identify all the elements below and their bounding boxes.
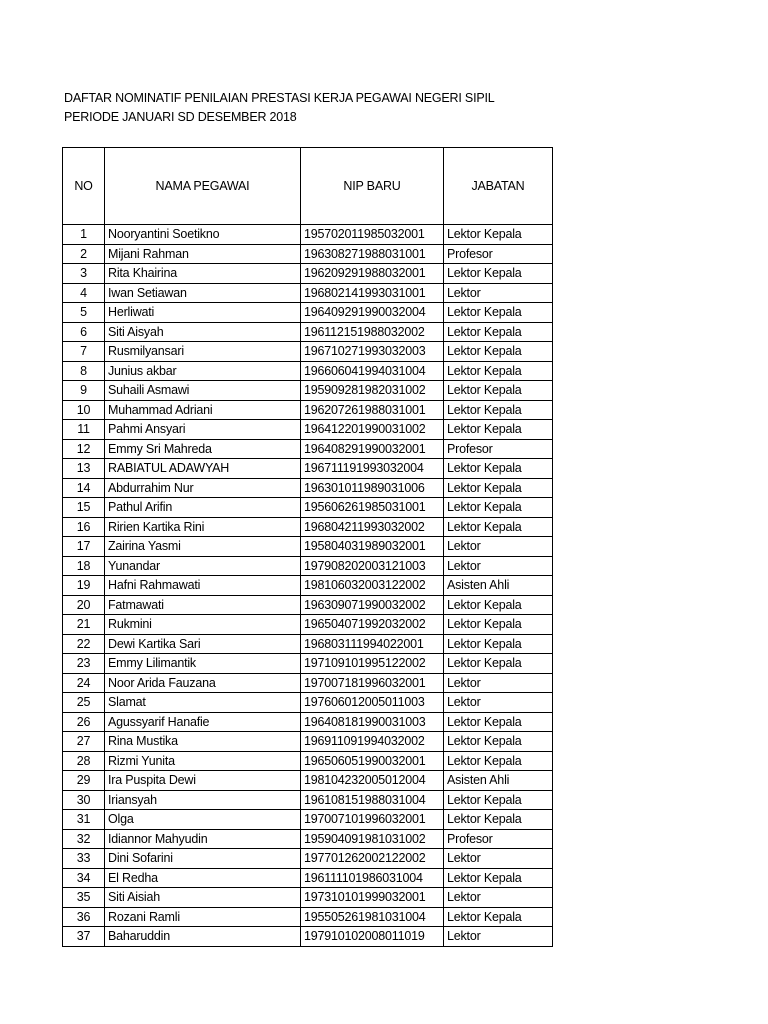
cell-no: 4	[63, 283, 105, 303]
cell-nip: 197908202003121003	[301, 556, 444, 576]
table-row	[63, 264, 553, 284]
cell-position: Lektor Kepala	[444, 751, 553, 771]
cell-nip: 196408291990032001	[301, 439, 444, 459]
table-row	[63, 829, 553, 849]
cell-no: 9	[63, 381, 105, 401]
cell-position: Asisten Ahli	[444, 771, 553, 791]
cell-employee-name: Emmy Sri Mahreda	[105, 439, 301, 459]
table-row	[63, 712, 553, 732]
cell-employee-name: Emmy Lilimantik	[105, 654, 301, 674]
cell-no: 27	[63, 732, 105, 752]
cell-position: Lektor Kepala	[444, 225, 553, 245]
table-row	[63, 322, 553, 342]
cell-position: Profesor	[444, 829, 553, 849]
cell-no: 18	[63, 556, 105, 576]
table-row	[63, 693, 553, 713]
cell-nip: 195904091981031002	[301, 829, 444, 849]
cell-position: Lektor	[444, 693, 553, 713]
cell-position: Asisten Ahli	[444, 576, 553, 596]
table-row	[63, 478, 553, 498]
cell-nip: 196711191993032004	[301, 459, 444, 479]
cell-employee-name: Agussyarif Hanafie	[105, 712, 301, 732]
cell-employee-name: RABIATUL ADAWYAH	[105, 459, 301, 479]
cell-no: 29	[63, 771, 105, 791]
table-row	[63, 459, 553, 479]
employee-table	[62, 147, 553, 947]
cell-nip: 196911091994032002	[301, 732, 444, 752]
table-row	[63, 673, 553, 693]
cell-employee-name: Rozani Ramli	[105, 907, 301, 927]
cell-employee-name: Iwan Setiawan	[105, 283, 301, 303]
header-no: NO	[63, 148, 105, 225]
cell-nip: 196209291988032001	[301, 264, 444, 284]
table-row	[63, 556, 553, 576]
cell-nip: 195505261981031004	[301, 907, 444, 927]
cell-position: Lektor	[444, 927, 553, 947]
cell-no: 5	[63, 303, 105, 323]
cell-no: 24	[63, 673, 105, 693]
cell-position: Lektor Kepala	[444, 303, 553, 323]
cell-position: Lektor Kepala	[444, 634, 553, 654]
cell-employee-name: El Redha	[105, 868, 301, 888]
cell-nip: 197109101995122002	[301, 654, 444, 674]
cell-position: Lektor Kepala	[444, 907, 553, 927]
cell-nip: 196412201990031002	[301, 420, 444, 440]
cell-nip: 196111101986031004	[301, 868, 444, 888]
cell-position: Profesor	[444, 439, 553, 459]
table-row	[63, 517, 553, 537]
cell-position: Lektor	[444, 556, 553, 576]
cell-position: Profesor	[444, 244, 553, 264]
cell-nip: 196802141993031001	[301, 283, 444, 303]
table-row	[63, 498, 553, 518]
cell-no: 35	[63, 888, 105, 908]
cell-nip: 195909281982031002	[301, 381, 444, 401]
table-row	[63, 342, 553, 362]
cell-nip: 198104232005012004	[301, 771, 444, 791]
cell-nip: 196207261988031001	[301, 400, 444, 420]
cell-nip: 197310101999032001	[301, 888, 444, 908]
table-row	[63, 361, 553, 381]
cell-nip: 197701262002122002	[301, 849, 444, 869]
cell-nip: 197007181996032001	[301, 673, 444, 693]
table-row	[63, 634, 553, 654]
cell-nip: 196803111994022001	[301, 634, 444, 654]
cell-no: 16	[63, 517, 105, 537]
cell-no: 25	[63, 693, 105, 713]
table-row	[63, 439, 553, 459]
header-position: JABATAN	[444, 148, 553, 225]
table-row	[63, 868, 553, 888]
cell-position: Lektor Kepala	[444, 868, 553, 888]
cell-no: 11	[63, 420, 105, 440]
cell-no: 37	[63, 927, 105, 947]
cell-position: Lektor Kepala	[444, 478, 553, 498]
cell-employee-name: Rusmilyansari	[105, 342, 301, 362]
cell-no: 20	[63, 595, 105, 615]
cell-no: 8	[63, 361, 105, 381]
cell-nip: 196309071990032002	[301, 595, 444, 615]
cell-no: 10	[63, 400, 105, 420]
table-row	[63, 849, 553, 869]
cell-employee-name: Iriansyah	[105, 790, 301, 810]
cell-no: 3	[63, 264, 105, 284]
cell-nip: 197606012005011003	[301, 693, 444, 713]
cell-employee-name: Dewi Kartika Sari	[105, 634, 301, 654]
table-row	[63, 244, 553, 264]
cell-employee-name: Mijani Rahman	[105, 244, 301, 264]
cell-employee-name: Yunandar	[105, 556, 301, 576]
cell-nip: 196804211993032002	[301, 517, 444, 537]
cell-nip: 196504071992032002	[301, 615, 444, 635]
table-row	[63, 771, 553, 791]
cell-employee-name: Hafni Rahmawati	[105, 576, 301, 596]
cell-position: Lektor	[444, 888, 553, 908]
cell-nip: 195606261985031001	[301, 498, 444, 518]
cell-position: Lektor Kepala	[444, 342, 553, 362]
cell-no: 30	[63, 790, 105, 810]
table-row	[63, 576, 553, 596]
cell-employee-name: Idiannor Mahyudin	[105, 829, 301, 849]
cell-position: Lektor	[444, 283, 553, 303]
cell-nip: 198106032003122002	[301, 576, 444, 596]
cell-no: 36	[63, 907, 105, 927]
cell-employee-name: Noor Arida Fauzana	[105, 673, 301, 693]
cell-nip: 196409291990032004	[301, 303, 444, 323]
cell-no: 32	[63, 829, 105, 849]
cell-employee-name: Rizmi Yunita	[105, 751, 301, 771]
header-employee-name: NAMA PEGAWAI	[105, 148, 301, 225]
cell-employee-name: Rina Mustika	[105, 732, 301, 752]
cell-employee-name: Junius akbar	[105, 361, 301, 381]
header-nip: NIP BARU	[301, 148, 444, 225]
cell-position: Lektor Kepala	[444, 361, 553, 381]
table-row	[63, 810, 553, 830]
cell-position: Lektor Kepala	[444, 790, 553, 810]
cell-nip: 196408181990031003	[301, 712, 444, 732]
cell-position: Lektor	[444, 673, 553, 693]
table-row	[63, 888, 553, 908]
cell-position: Lektor Kepala	[444, 810, 553, 830]
table-row	[63, 537, 553, 557]
cell-no: 33	[63, 849, 105, 869]
cell-employee-name: Herliwati	[105, 303, 301, 323]
table-row	[63, 381, 553, 401]
cell-employee-name: Olga	[105, 810, 301, 830]
cell-nip: 196108151988031004	[301, 790, 444, 810]
cell-employee-name: Muhammad Adriani	[105, 400, 301, 420]
table-row	[63, 303, 553, 323]
cell-no: 28	[63, 751, 105, 771]
cell-position: Lektor Kepala	[444, 498, 553, 518]
cell-no: 13	[63, 459, 105, 479]
cell-no: 31	[63, 810, 105, 830]
cell-employee-name: Pahmi Ansyari	[105, 420, 301, 440]
table-row	[63, 420, 553, 440]
cell-nip: 195804031989032001	[301, 537, 444, 557]
table-row	[63, 751, 553, 771]
cell-no: 1	[63, 225, 105, 245]
cell-position: Lektor Kepala	[444, 654, 553, 674]
table-row	[63, 654, 553, 674]
cell-employee-name: Zairina Yasmi	[105, 537, 301, 557]
document-period: PERIODE JANUARI SD DESEMBER 2018	[64, 110, 297, 124]
cell-nip: 195702011985032001	[301, 225, 444, 245]
cell-nip: 197007101996032001	[301, 810, 444, 830]
table-row	[63, 790, 553, 810]
cell-employee-name: Dini Sofarini	[105, 849, 301, 869]
cell-no: 15	[63, 498, 105, 518]
cell-no: 2	[63, 244, 105, 264]
cell-employee-name: Ririen Kartika Rini	[105, 517, 301, 537]
cell-position: Lektor Kepala	[444, 420, 553, 440]
cell-nip: 196710271993032003	[301, 342, 444, 362]
cell-employee-name: Rukmini	[105, 615, 301, 635]
table-header-row	[63, 148, 553, 225]
table-row	[63, 615, 553, 635]
cell-nip: 196112151988032002	[301, 322, 444, 342]
table-row	[63, 907, 553, 927]
cell-position: Lektor Kepala	[444, 595, 553, 615]
cell-position: Lektor Kepala	[444, 517, 553, 537]
cell-position: Lektor Kepala	[444, 615, 553, 635]
cell-no: 21	[63, 615, 105, 635]
cell-position: Lektor Kepala	[444, 322, 553, 342]
cell-position: Lektor Kepala	[444, 400, 553, 420]
cell-position: Lektor Kepala	[444, 381, 553, 401]
cell-position: Lektor Kepala	[444, 264, 553, 284]
table-row	[63, 400, 553, 420]
cell-no: 17	[63, 537, 105, 557]
cell-employee-name: Rita Khairina	[105, 264, 301, 284]
table-body	[63, 225, 553, 947]
cell-employee-name: Baharuddin	[105, 927, 301, 947]
table-row	[63, 283, 553, 303]
cell-employee-name: Siti Aisyah	[105, 322, 301, 342]
cell-employee-name: Nooryantini Soetikno	[105, 225, 301, 245]
cell-employee-name: Abdurrahim Nur	[105, 478, 301, 498]
cell-employee-name: Suhaili Asmawi	[105, 381, 301, 401]
cell-no: 6	[63, 322, 105, 342]
cell-position: Lektor Kepala	[444, 712, 553, 732]
cell-nip: 197910102008011019	[301, 927, 444, 947]
document-title: DAFTAR NOMINATIF PENILAIAN PRESTASI KERJA PEGAWAI NEGERI SIPIL	[64, 91, 495, 105]
cell-no: 22	[63, 634, 105, 654]
cell-position: Lektor	[444, 537, 553, 557]
cell-employee-name: Fatmawati	[105, 595, 301, 615]
table-row	[63, 225, 553, 245]
cell-no: 12	[63, 439, 105, 459]
cell-position: Lektor	[444, 849, 553, 869]
table-row	[63, 927, 553, 947]
cell-position: Lektor Kepala	[444, 459, 553, 479]
cell-no: 7	[63, 342, 105, 362]
cell-no: 26	[63, 712, 105, 732]
cell-no: 19	[63, 576, 105, 596]
cell-employee-name: Ira Puspita Dewi	[105, 771, 301, 791]
cell-employee-name: Pathul Arifin	[105, 498, 301, 518]
cell-no: 23	[63, 654, 105, 674]
cell-nip: 196308271988031001	[301, 244, 444, 264]
cell-position: Lektor Kepala	[444, 732, 553, 752]
table-row	[63, 732, 553, 752]
cell-employee-name: Slamat	[105, 693, 301, 713]
cell-no: 14	[63, 478, 105, 498]
cell-nip: 196606041994031004	[301, 361, 444, 381]
cell-nip: 196301011989031006	[301, 478, 444, 498]
cell-no: 34	[63, 868, 105, 888]
cell-employee-name: Siti Aisiah	[105, 888, 301, 908]
table-row	[63, 595, 553, 615]
cell-nip: 196506051990032001	[301, 751, 444, 771]
